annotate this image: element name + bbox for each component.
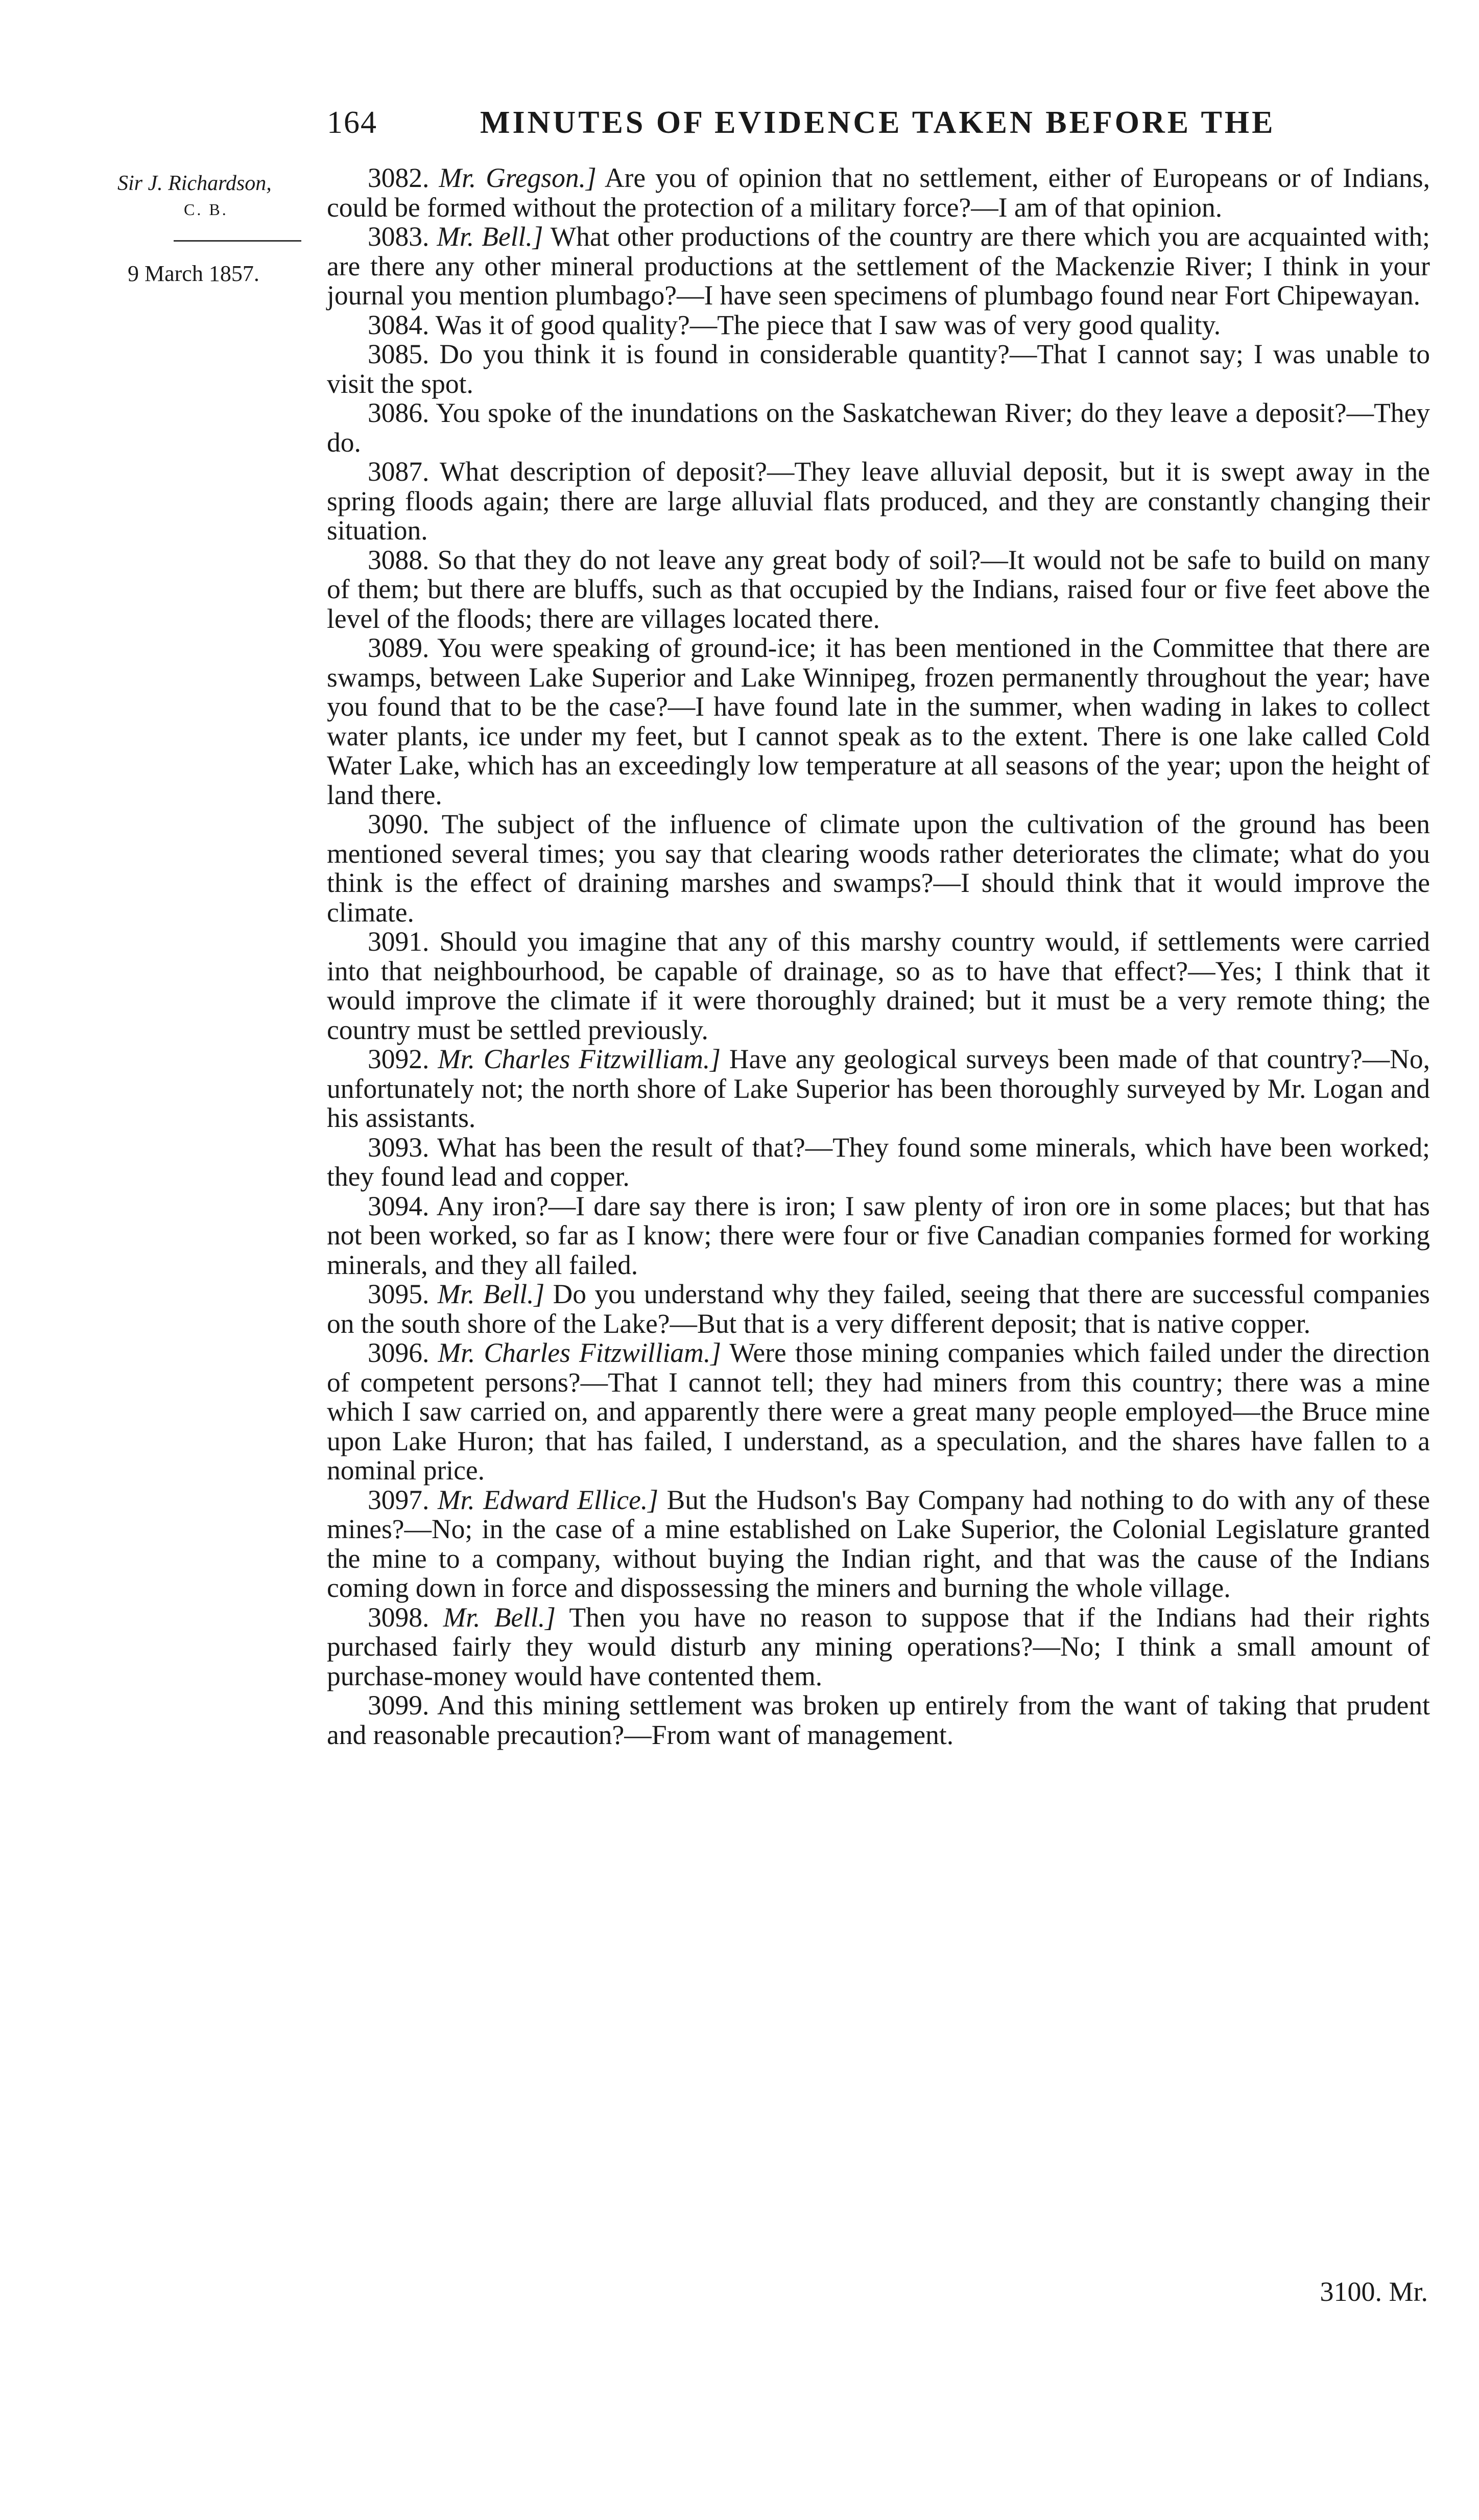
- speaker-name: Mr. Bell.]: [443, 1602, 556, 1633]
- question-number: 3095.: [368, 1279, 430, 1309]
- question-text: Do you understand why they failed, seeing that there are successful companies on the south shore of the Lake?—But that is a very different deposit; that is native copper.: [327, 1279, 1430, 1339]
- speaker-name: Mr. Charles Fitzwilliam.]: [438, 1044, 721, 1074]
- question-text: You spoke of the inundations on the Saskatchewan River; do they leave a deposit?—They do.: [327, 397, 1430, 458]
- question-text: Was it of good quality?—The piece that I saw was of very good quality.: [435, 309, 1221, 340]
- question-paragraph: [327, 1133, 1430, 1192]
- question-number: 3091.: [368, 926, 430, 957]
- speaker-name: Mr. Gregson.]: [439, 162, 597, 193]
- question-paragraph: [327, 340, 1430, 398]
- question-number: 3096.: [368, 1337, 430, 1368]
- question-number: 3082.: [368, 162, 430, 193]
- speaker-name: Mr. Charles Fitzwilliam.]: [438, 1337, 722, 1368]
- margin-divider: [174, 240, 301, 242]
- question-paragraph: [327, 1486, 1430, 1603]
- question-number: 3089.: [368, 632, 430, 663]
- question-text: Have any geological surveys been made of that country?—No, unfortunately not; the north shore of Lake Superior has been thoroughly surveyed by Mr. Logan and his assistants.: [327, 1044, 1430, 1133]
- question-text: So that they do not leave any great body of soil?—It would not be safe to build on many of them; but there are bluffs, such as that occupied by the Indians, raised four or five feet above the level of the floods; there are villages located there.: [327, 544, 1430, 634]
- running-header: [327, 105, 1450, 146]
- question-text: And this mining settlement was broken up entirely from the want of taking that prudent and reasonable precaution?—From want of management.: [327, 1690, 1430, 1750]
- question-text: But the Hudson's Bay Company had nothing to do with any of these mines?—No; in the case of a mine established on Lake Superior, the Colonial Legislature granted the mine to a company, without buying the Indian right, and that was the cause of the Indians coming down in force and dispossessing the miners and burning the whole village.: [327, 1484, 1430, 1603]
- question-paragraph: [327, 1280, 1430, 1338]
- question-number: 3090.: [368, 809, 430, 839]
- speaker-name: Mr. Bell.]: [437, 1279, 545, 1309]
- question-text: Were those mining companies which failed under the direction of competent persons?—That I cannot tell; they had miners from this country; there was a mine which I saw carried on, and apparently there were a great many people employed—the Bruce mine upon Lake Huron; that has failed, I understand, as a speculation, and the shares have fallen to a nominal price.: [327, 1337, 1430, 1486]
- question-paragraph: [327, 1045, 1430, 1133]
- question-text: What description of deposit?—They leave alluvial deposit, but it is swept away in the spring floods again; there are large alluvial flats produced, and they are constantly changing their situation.: [327, 456, 1430, 546]
- question-number: 3098.: [368, 1602, 430, 1633]
- question-paragraph: [327, 311, 1430, 340]
- question-paragraph: [327, 1338, 1430, 1486]
- margin-witness-suffix: C. B.: [184, 200, 228, 219]
- question-number: 3093.: [368, 1132, 430, 1163]
- question-text: You were speaking of ground-ice; it has been mentioned in the Committee that there are swamps, between Lake Superior and Lake Winnipeg, frozen permanently throughout the year; have you found that to be the case?—I have found late in the summer, when wading in lakes to collect water plants, ice under my feet, but I cannot speak as to the extent. There is one lake called Cold Water Lake, which has an exceedingly low temperature at all seasons of the year; upon the height of land there.: [327, 632, 1430, 810]
- question-number: 3088.: [368, 544, 430, 575]
- question-number: 3087.: [368, 456, 430, 487]
- question-text: Should you imagine that any of this marshy country would, if settlements were carried into that neighbourhood, be capable of drainage, so as to have that effect?—Yes; I think that it would improve the climate if it were thoroughly drained; but it must be a very remote thing; the country must be settled previously.: [327, 926, 1430, 1045]
- question-paragraph: [327, 810, 1430, 927]
- question-text: Are you of opinion that no settlement, either of Europeans or of Indians, could be formed without the protection of a military force?—I am of that opinion.: [327, 162, 1430, 223]
- question-text: Any iron?—I dare say there is iron; I saw plenty of iron ore in some places; but that has not been worked, so far as I know; there were four or five Canadian companies formed for working minerals, and they all failed.: [327, 1190, 1430, 1280]
- question-number: 3084.: [368, 309, 430, 340]
- page-title: MINUTES OF EVIDENCE TAKEN BEFORE THE: [480, 105, 1276, 140]
- question-paragraph: [327, 1603, 1430, 1691]
- question-paragraph: [327, 546, 1430, 634]
- question-paragraph: [327, 222, 1430, 311]
- question-number: 3085.: [368, 339, 430, 369]
- question-number: 3083.: [368, 221, 430, 252]
- question-paragraph: [327, 398, 1430, 457]
- question-text: What has been the result of that?—They found some minerals, which have been worked; they found lead and copper.: [327, 1132, 1430, 1192]
- catchword: 3100. Mr.: [1320, 2276, 1428, 2307]
- speaker-name: Mr. Bell.]: [437, 221, 543, 252]
- question-paragraph: [327, 163, 1430, 222]
- question-paragraph: [327, 1691, 1430, 1750]
- question-paragraph: [327, 1192, 1430, 1280]
- question-text: Do you think it is found in considerable quantity?—That I cannot say; I was unable to visit the spot.: [327, 339, 1430, 399]
- question-number: 3092.: [368, 1044, 430, 1074]
- question-number: 3094.: [368, 1190, 430, 1221]
- question-paragraph: [327, 457, 1430, 546]
- question-text: The subject of the influence of climate upon the cultivation of the ground has been mentioned several times; you say that clearing woods rather deteriorates the climate; what do you think is the effect of draining marshes and swamps?—I should think that it would improve the climate.: [327, 809, 1430, 928]
- question-paragraph: [327, 633, 1430, 810]
- question-number: 3097.: [368, 1484, 430, 1515]
- margin-witness-name: Sir J. Richardson,: [117, 172, 272, 195]
- margin-date: 9 March 1857.: [128, 261, 259, 286]
- question-number: 3086.: [368, 397, 430, 428]
- question-text: Then you have no reason to suppose that if the Indians had their rights purchased fairly they would disturb any mining operations?—No; I think a small amount of purchase-money would have contented them.: [327, 1602, 1430, 1691]
- question-number: 3099.: [368, 1690, 430, 1721]
- page-number: 164: [327, 105, 377, 140]
- question-paragraph: [327, 927, 1430, 1045]
- question-text: What other productions of the country are there which you are acquainted with; are there any other mineral productions at the settlement of the Mackenzie River; I think in your journal you mention plumbago?—I have seen specimens of plumbago found near Fort Chipewayan.: [327, 221, 1430, 311]
- minutes-body: [327, 163, 1430, 1750]
- speaker-name: Mr. Edward Ellice.]: [437, 1484, 659, 1515]
